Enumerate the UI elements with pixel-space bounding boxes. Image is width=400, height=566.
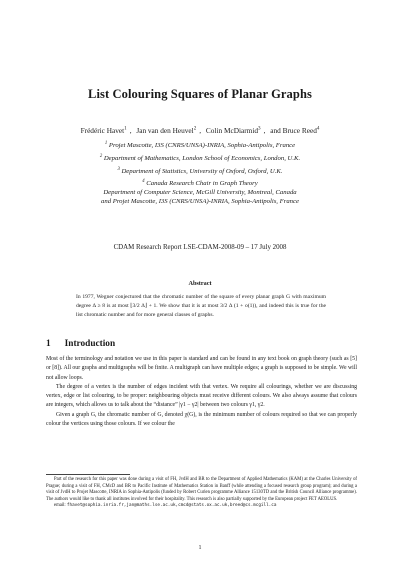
- affiliation: $^2$ Department of Mathematics, London School of Economics, London, U.K.: [99, 153, 301, 163]
- affiliation-line: Department of Computer Science, McGill University, Montreal, Canada: [103, 189, 297, 197]
- author-mark: 2: [193, 125, 197, 132]
- affiliation-line: and Projet Mascotte, I3S (CNRS/UNSA)-INRIA, Sophia-Antipolis, France: [101, 198, 299, 206]
- page-number: 1: [198, 545, 202, 551]
- abstract-heading: Abstract: [188, 280, 212, 287]
- author-name: Bruce Reed: [282, 126, 317, 135]
- section-title: Introduction: [64, 339, 116, 349]
- author-conjunction: and: [270, 126, 281, 135]
- author-mark: 1: [124, 125, 127, 132]
- author-name: Frédéric Havet: [80, 126, 125, 135]
- author-mark: 4: [316, 125, 320, 132]
- footnote: [46, 477, 357, 510]
- author-list: Frédéric Havet$^1$ , Jan van den Heuvel$^2$ , Colin McDiarmid$^3$ , and Bruce Reed$^4$: [80, 125, 320, 135]
- paragraph: The degree of a vertex is the number of edges incident with that vertex. We require all colourings, whether we are discussing vertex, edge or list colouring, to be proper: neighbouring objects must receive different colours. We also always assume that colours are integers, which allows us to talk about the “distance” |γ1 − γ2| between two colours γ1, γ2.: [46, 383, 357, 409]
- footnote-rule: [46, 474, 130, 475]
- footnote-text: Part of the research for this paper was done during a visit of FH, JvdH and BR to the Department of Applied Mathematics (KAM) at the Charles University of Prague; during a visit of FH, CMcD and BR to Pacific Institute of Mathematics Station in Banff (while attending a focused research group program); and during a visit of JvdH to Projet Mascotte, INRIA in Sophia-Antipolis (funded by Robert Curien programme Alliance 15130TD and the British Council Alliance programme). The authors would like to thank all institutes involved for their hospitality. This research is also partially supported by the European project FET AEOLUS.: [46, 477, 357, 502]
- paragraph: Most of the terminology and notation we use in this paper is standard and can be found in any text book on graph theory (such as [5] or [8]). All our graphs and multigraphs will be finite. A multigraph can have multiple edges; a graph is supposed to be simple. We will not allow loops.: [46, 356, 357, 381]
- author-name: Colin McDiarmid: [205, 126, 259, 135]
- affiliation: $^3$ Department of Statistics, University of Oxford, Oxford, U.K.: [117, 167, 283, 176]
- paper-title: List Colouring Squares of Planar Graphs: [88, 87, 312, 101]
- section-heading: [46, 339, 115, 349]
- author-name: Jan van den Heuvel: [136, 126, 194, 135]
- section-number: 1: [46, 339, 51, 349]
- author-mark: 3: [258, 125, 261, 132]
- affiliation: $^1$ Projet Mascotte, I3S (CNRS/UNSA)-INRIA, Sophia-Antipolis, France: [104, 140, 296, 149]
- abstract-text: In 1977, Wegner conjectured that the chromatic number of the square of every planar graph G with maximum degree Δ ≥ 8 is at most ⌊3/2 Δ⌋ + 1. We show that it is at most 3/2 Δ (1 + o(1)), and indeed this is true for the list chromatic number and for more general classes of graphs.: [76, 294, 326, 319]
- affiliation: $^4$ Canada Research Chair in Graph Theory Department of Computer Science, McGill University, Montreal, Canada and Projet Mascotte, I3S (CNRS/UNSA)-INRIA, Sophia-Antipolis, France: [0, 179, 400, 207]
- email-label: email:: [54, 503, 66, 509]
- affiliation-list: [0, 139, 400, 207]
- email-addresses: fhavet@sophia.inria.fr,jan@maths.lse.ac.uk,cmcd@stats.ox.ac.uk,breed@cs.mcgill.ca: [66, 503, 277, 509]
- report-number: CDAM Research Report LSE-CDAM-2008-09 – 17 July 2008: [113, 244, 287, 251]
- paragraph: Given a graph G, the chromatic number of G, denoted χ(G), is the minimum number of colours required so that we can properly colour the vertices using those colours. If we colour the: [46, 411, 357, 427]
- body-text: [46, 355, 357, 429]
